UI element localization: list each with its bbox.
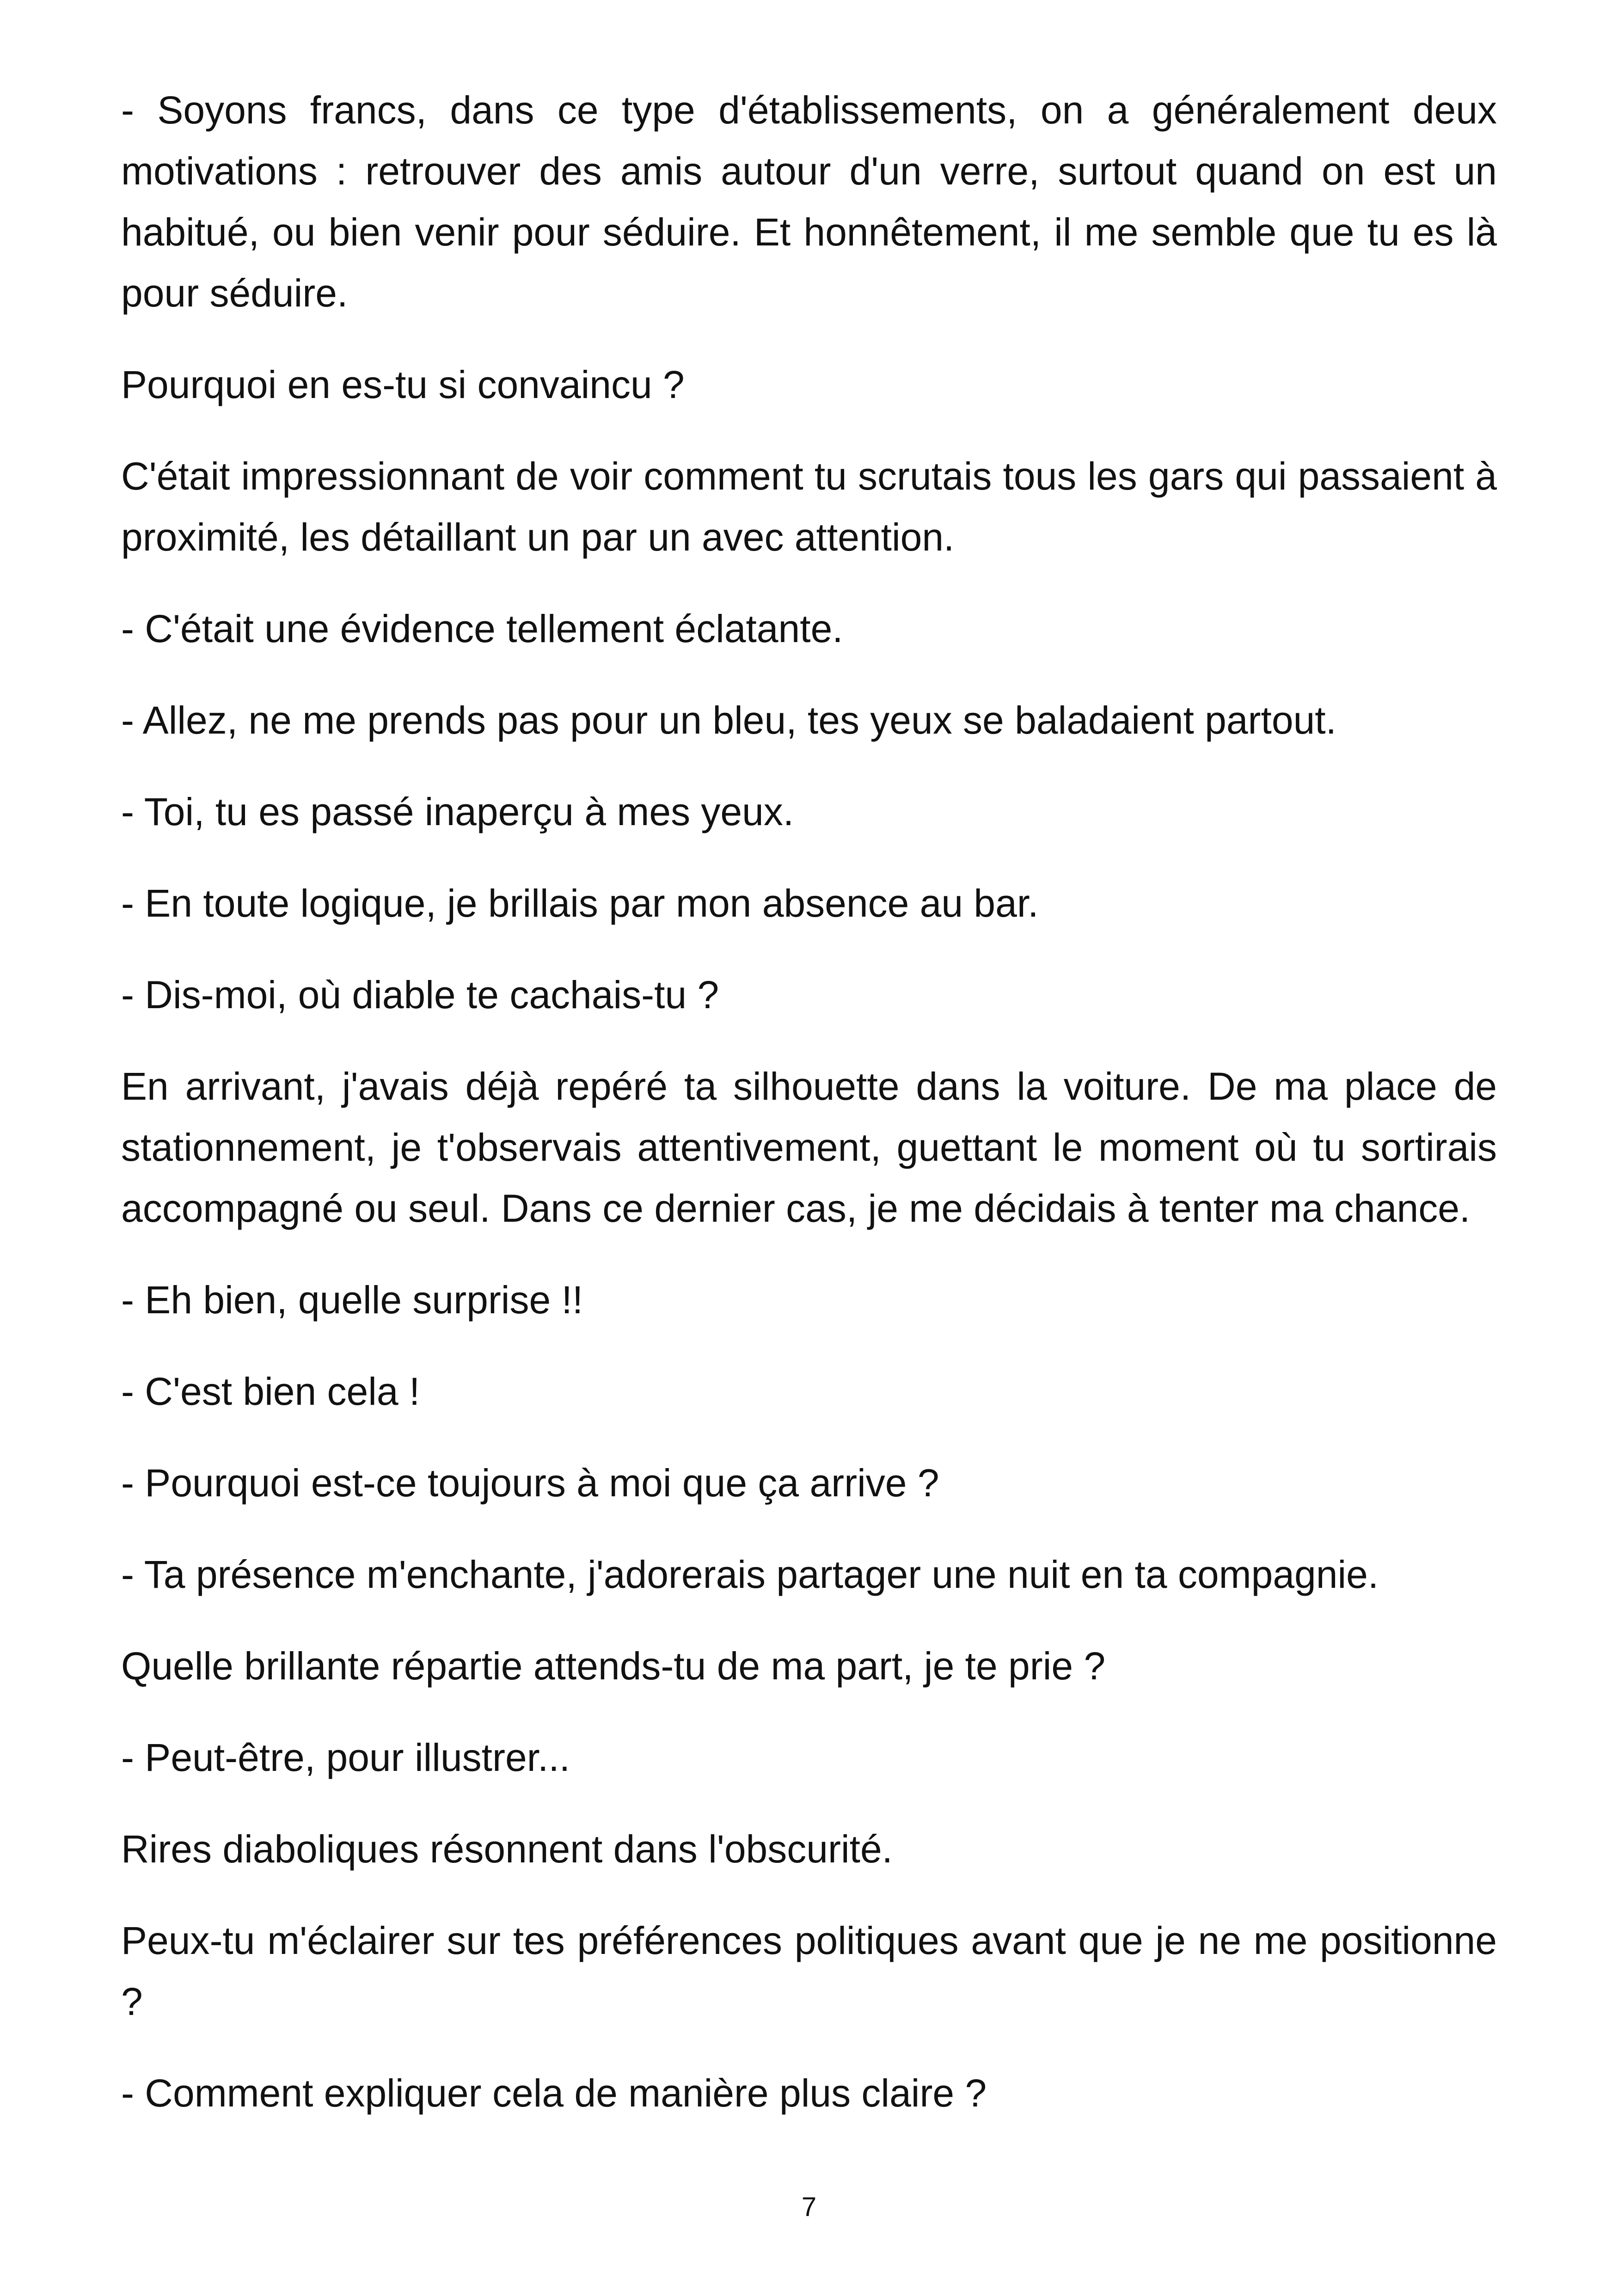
paragraph: - Dis-moi, où diable te cachais-tu ? xyxy=(121,973,719,1016)
body-text xyxy=(121,80,1497,2154)
paragraph: C'était impressionnant de voir comment tu scrutais tous les gars qui passaient à proximité, les détaillant un par un avec attention. xyxy=(121,454,1497,559)
paragraph: - Soyons francs, dans ce type d'établissements, on a généralement deux motivations : retrouver des amis autour d'un verre, surtout quand on est un habitué, ou bien venir pour séduire. Et honnêtement, il me semble que tu es là pour séduire. xyxy=(121,88,1497,315)
paragraph: - Comment expliquer cela de manière plus claire ? xyxy=(121,2071,987,2115)
page-number: 7 xyxy=(801,2192,817,2222)
paragraph: Pourquoi en es-tu si convaincu ? xyxy=(121,363,685,406)
paragraph: - En toute logique, je brillais par mon absence au bar. xyxy=(121,882,1039,925)
paragraph: - C'était une évidence tellement éclatante. xyxy=(121,607,843,650)
paragraph: - Eh bien, quelle surprise !! xyxy=(121,1278,583,1322)
paragraph: En arrivant, j'avais déjà repéré ta silhouette dans la voiture. De ma place de stationnement, je t'observais attentivement, guettant le moment où tu sortirais accompagné ou seul. Dans ce dernier cas, je me décidais à tenter ma chance. xyxy=(121,1065,1497,1230)
paragraph: Peux-tu m'éclairer sur tes préférences politiques avant que je ne me positionne ? xyxy=(121,1919,1497,2023)
paragraph: - Pourquoi est-ce toujours à moi que ça arrive ? xyxy=(121,1461,939,1505)
paragraph: Rires diaboliques résonnent dans l'obscurité. xyxy=(121,1827,893,1871)
paragraph: - Toi, tu es passé inaperçu à mes yeux. xyxy=(121,790,794,833)
paragraph: - C'est bien cela ! xyxy=(121,1370,420,1413)
paragraph: - Peut-être, pour illustrer... xyxy=(121,1736,570,1779)
paragraph: - Allez, ne me prends pas pour un bleu, tes yeux se baladaient partout. xyxy=(121,698,1336,742)
paragraph: Quelle brillante répartie attends-tu de ma part, je te prie ? xyxy=(121,1644,1106,1688)
paragraph: - Ta présence m'enchante, j'adorerais partager une nuit en ta compagnie. xyxy=(121,1553,1379,1596)
